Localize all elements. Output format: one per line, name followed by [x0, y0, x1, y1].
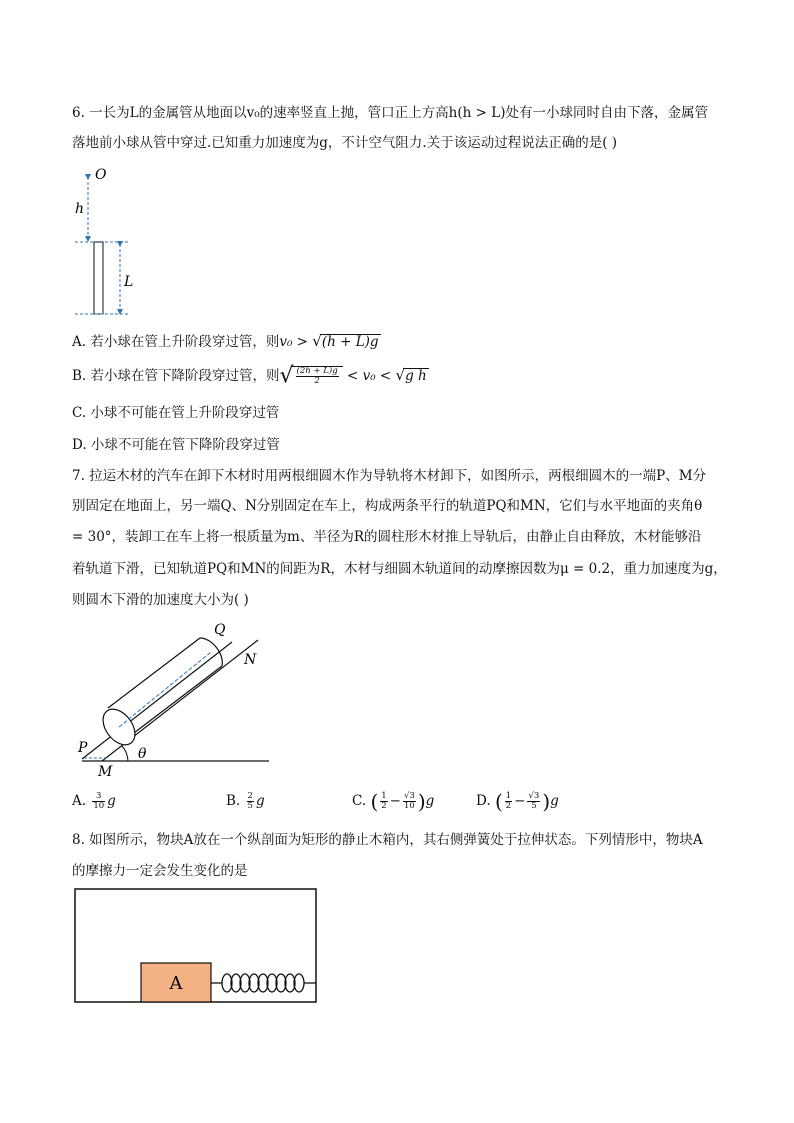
q7-option-b[interactable] [226, 792, 265, 811]
label-N: N [244, 652, 257, 668]
q8-figure [74, 888, 320, 1006]
q6-option-a-text: A. 若小球在管上升阶段穿过管，则 [72, 334, 280, 350]
q7-option-d-label: D. [476, 793, 491, 809]
q6-option-b-den: 2 [314, 376, 320, 386]
q6-option-c[interactable]: C. 小球不可能在管上升阶段穿过管 [72, 405, 280, 421]
q7-stem-line-5: 则圆木下滑的加速度大小为( ) [72, 592, 249, 608]
q7-option-a-g: g [107, 793, 116, 809]
q7-option-d-d1: 2 [505, 801, 512, 811]
q7-option-c-minus: − [389, 793, 401, 809]
label-O: O [95, 167, 107, 183]
label-M: M [98, 764, 113, 778]
q7-option-b-g: g [255, 793, 265, 809]
q6-option-a[interactable] [72, 332, 381, 351]
q6-option-a-radicand: (h + L)g [321, 334, 379, 350]
q6-stem-line-1: 6. 一长为L的金属管从地面以v₀的速率竖直上抛，管口正上方高h(h > L)处有一小球同时自由下落，金属管 [72, 105, 708, 121]
q7-option-d-g: g [550, 793, 559, 809]
q7-option-b-den: 5 [247, 801, 253, 811]
cylinder-bottom-edge [130, 666, 222, 736]
q7-option-c-g: g [425, 793, 435, 809]
q8-stem-line-1: 8. 如图所示，物块A放在一个纵剖面为矩形的静止木箱内，其右侧弹簧处于拉伸状态。下列情形中，物块A [72, 832, 703, 848]
q7-option-b-num: 2 [247, 791, 253, 801]
q7-option-c-label: C. [352, 793, 367, 809]
q7-option-d-n1: 1 [505, 791, 512, 801]
q7-option-c[interactable]: C. ( $\frac{1}{2}$ − $\frac{√3}{10}$ )g [352, 789, 435, 814]
q6-option-a-math: v₀ > [279, 334, 313, 350]
label-theta: θ [138, 746, 147, 762]
sqrt-sign: √ [395, 366, 406, 384]
rail-PQ [82, 642, 232, 759]
label-P: P [78, 740, 88, 756]
cylinder-top-edge [108, 638, 200, 708]
q7-option-b-label: B. [226, 793, 241, 809]
cylinder-far-end [200, 638, 222, 666]
q7-option-d-n2: √3 [528, 791, 540, 801]
q7-stem-line-2: 别固定在地面上，另一端Q、N分别固定在车上，构成两条平行的轨道PQ和MN，它们与水平地面的夹角θ [72, 498, 703, 514]
q7-option-c-d2: 10 [403, 801, 415, 811]
q7-option-d-minus: − [514, 793, 526, 809]
q6-option-d[interactable]: D. 小球不可能在管下降阶段穿过管 [72, 437, 280, 453]
q6-option-b-mid: < v₀ < [342, 368, 396, 384]
q7-stem-line-4: 着轨道下滑，已知轨道PQ和MN的间距为R，木材与细圆木轨道间的动摩擦因数为μ = 0.2，重力加速度为g， [72, 561, 727, 577]
q7-stem-line-3: = 30°，装卸工在车上将一根质量为m、半径为R的圆柱形木材推上导轨后，由静止自由释放，木材能够沿 [72, 529, 702, 545]
q7-option-c-n1: 1 [381, 791, 387, 801]
q7-option-a-num: 3 [92, 792, 105, 802]
q6-stem-line-2: 落地前小球从管中穿过.已知重力加速度为g，不计空气阻力.关于该运动过程说法正确的是( ) [72, 135, 618, 151]
label-Q: Q [214, 622, 226, 638]
label-h: h [75, 201, 85, 217]
q7-option-a[interactable] [72, 792, 116, 811]
metal-tube [94, 242, 103, 314]
sqrt-sign: √ [312, 332, 322, 350]
q6-option-b-radicand: g h [405, 368, 427, 384]
q7-option-c-d1: 2 [381, 801, 387, 811]
q7-option-a-label: A. [72, 793, 87, 809]
label-L: L [124, 274, 134, 290]
q8-stem-line-2: 的摩擦力一定会发生变化的是 [72, 863, 248, 879]
q6-figure [70, 163, 150, 323]
q6-option-b[interactable] [72, 363, 429, 389]
q6-option-b-text: B. 若小球在管下降阶段穿过管，则 [72, 368, 280, 384]
q7-option-a-den: 10 [93, 801, 105, 811]
theta-arc [122, 746, 128, 761]
q7-figure [72, 618, 277, 778]
q7-option-c-n2: √3 [403, 791, 415, 801]
q7-option-d-d2: 5 [531, 801, 537, 811]
q6-option-b-num: (2h + L)g [296, 366, 338, 376]
q7-option-d[interactable]: D. ( $\frac{1}{2}$ − $\frac{√3}{5}$ )g [476, 789, 559, 814]
block-A-label: A [169, 973, 183, 994]
q7-stem-line-1: 7. 拉运木材的汽车在卸下木材时用两根细圆木作为导轨将木材卸下，如图所示，两根细圆木的一端P、M分 [72, 468, 707, 484]
sqrt-sign: √ [279, 363, 294, 389]
